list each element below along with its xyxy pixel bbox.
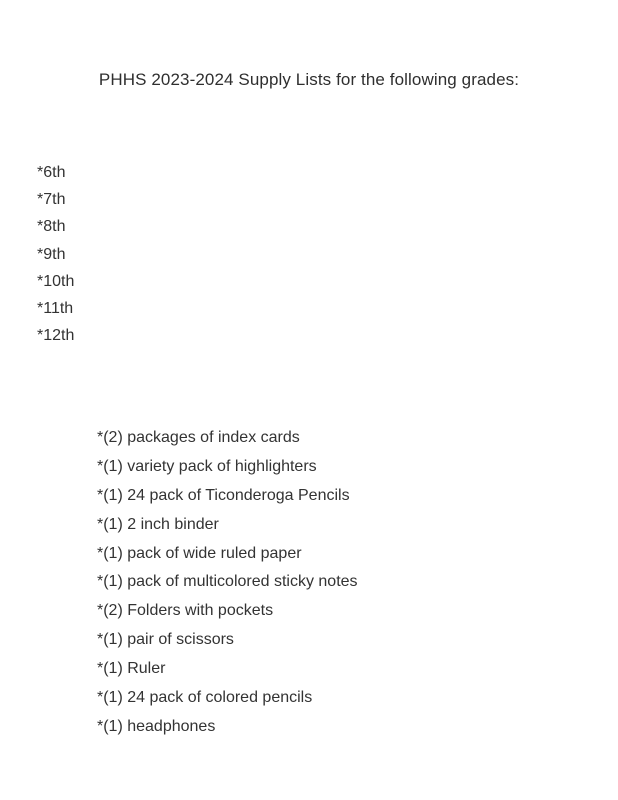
grade-item: *11th — [37, 299, 74, 317]
supply-list — [97, 428, 358, 746]
grade-item: *6th — [37, 164, 66, 181]
grade-item: *7th — [37, 191, 66, 209]
supply-item: *(1) pack of wide ruled paper — [97, 544, 302, 562]
supply-item: *(1) variety pack of highlighters — [97, 457, 317, 475]
supply-item: *(2) Folders with pockets — [97, 602, 274, 620]
supply-item: *(1) headphones — [97, 717, 216, 735]
supply-item: *(1) Ruler — [97, 660, 166, 678]
supply-item: *(1) 2 inch binder — [97, 515, 219, 533]
grade-item: *12th — [37, 327, 75, 345]
supply-item: *(1) 24 pack of colored pencils — [97, 689, 313, 707]
supply-item: *(2) packages of index cards — [97, 429, 300, 446]
grade-item: *10th — [37, 272, 75, 290]
page-title: PHHS 2023-2024 Supply Lists for the following grades: — [98, 70, 520, 89]
grade-item: *8th — [37, 218, 66, 236]
supply-item: *(1) pair of scissors — [97, 631, 234, 649]
supply-item: *(1) pack of multicolored sticky notes — [97, 573, 358, 591]
grade-item: *9th — [37, 245, 66, 263]
supply-item: *(1) 24 pack of Ticonderoga Pencils — [97, 486, 350, 504]
grades-list — [37, 163, 74, 353]
